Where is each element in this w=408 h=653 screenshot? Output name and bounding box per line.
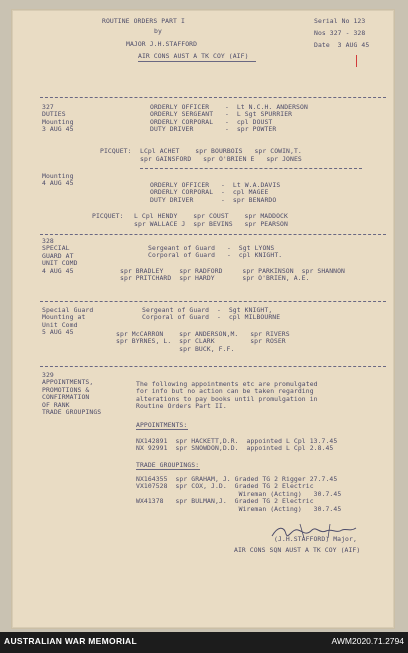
section-328-sappers: spr BRADLEY spr RADFORD spr PARKINSON spr SHANNON spr PRITCHARD spr HARDY spr O'BRIEN, A.E. [120, 267, 346, 283]
signatory-name: (J.H.STAFFORD) Major, [274, 535, 357, 543]
archive-reference: AWM2020.71.2794 [331, 636, 404, 646]
section-divider [40, 301, 386, 302]
section-328-heading: 328 SPECIAL GUARD AT UNIT COMD 4 AUG 45 [42, 237, 78, 275]
section-328-guard: Sergeant of Guard - Sgt LYONS Corporal of Guard - cpl KNIGHT. [148, 244, 283, 260]
section-327-duties: ORDERLY OFFICER - Lt N.C.H. ANDERSON ORDERLY SERGEANT - L Sgt SPURRIER ORDERLY CORPORAL - cpl DOUST DUTY DRIVER - spr POWTER [150, 103, 308, 134]
document-title: ROUTINE ORDERS PART I [102, 17, 185, 25]
header-divider [40, 97, 386, 98]
section-4aug-heading: Mounting 4 AUG 45 [42, 172, 74, 188]
picquet-label: PICQUET: [92, 212, 124, 220]
archive-name: AUSTRALIAN WAR MEMORIAL [4, 636, 137, 646]
picquet-line: spr GAINSFORD spr O'BRIEN E spr JONES [140, 155, 302, 163]
by-text: by [154, 27, 162, 35]
appointments-list: NX142891 spr HACKETT,D.R. appointed L Cpl 13.7.45 NX 92991 spr SNOWDON,D.D. appointed L Cpl 2.8.45 [136, 437, 338, 453]
section-divider [140, 168, 362, 169]
signatory-unit: AIR CONS SQN AUST A TK COY (AIF) [234, 546, 361, 554]
section-4aug-duties: ORDERLY OFFICER - Lt W.A.DAVIS ORDERLY CORPORAL - cpl MAGEE DUTY DRIVER - spr BENARDO [150, 181, 281, 204]
picquet-line: spr WALLACE J spr BEVINS spr PEARSON [134, 220, 288, 228]
section-special-guard-heading: Special Guard Mounting at Unit Comd 5 AUG 45 [42, 306, 94, 337]
unit-underline [138, 61, 256, 62]
unit-name: AIR CONS AUST A TK COY (AIF) [138, 52, 249, 60]
picquet-label: PICQUET: [100, 147, 132, 155]
section-329-heading: 329 APPOINTMENTS, PROMOTIONS & CONFIRMATION OF RANK TRADE GROUPINGS [42, 371, 102, 417]
serial-number: Serial No 123 [314, 17, 366, 25]
issuing-officer: MAJOR J.H.STAFFORD [126, 40, 198, 48]
order-numbers: Nos 327 - 328 [314, 29, 366, 37]
section-divider [40, 234, 386, 235]
archive-footer [0, 632, 408, 653]
section-327-heading: 327 DUTIES Mounting 3 AUG 45 [42, 103, 74, 134]
trade-groupings-label: TRADE GROUPINGS: [136, 461, 200, 469]
section-special-guard-sappers: spr McCARRON spr ANDERSON,M. spr RIVERS spr BYRNES, L. spr CLARK spr ROSER spr BUCK, F.F. [116, 330, 290, 353]
picquet-line: L Cpl HENDY spr COUST spr MADDOCK [134, 212, 288, 220]
trade-groupings-underline [136, 469, 200, 470]
document-page [11, 9, 395, 629]
order-date: Date 3 AUG 45 [314, 41, 370, 49]
trade-groupings-list: NX164355 spr GRAHAM, J. Graded TG 2 Rigger 27.7.45 VX107528 spr COX, J.D. Graded TG 2 Electric Wireman (Acting) 30.7.45 WX41378 spr BULMAN,J. Graded TG 2 Electric Wireman (Acting) 30.7.45 [136, 475, 342, 513]
section-special-guard-guard: Sergeant of Guard - Sgt KNIGHT, Corporal of Guard - cpl MILBOURNE [142, 306, 281, 322]
section-329-intro: The following appointments etc are promulgated for info but no action can be taken regarding alterations to pay books until promulgation in Routine Orders Part II. [136, 380, 318, 411]
red-ink-tick [356, 55, 357, 67]
appointments-underline [136, 429, 188, 430]
section-divider [40, 366, 386, 367]
appointments-label: APPOINTMENTS: [136, 421, 188, 429]
picquet-line: LCpl ACHET spr BOURBOIS spr COWIN,T. [140, 147, 302, 155]
